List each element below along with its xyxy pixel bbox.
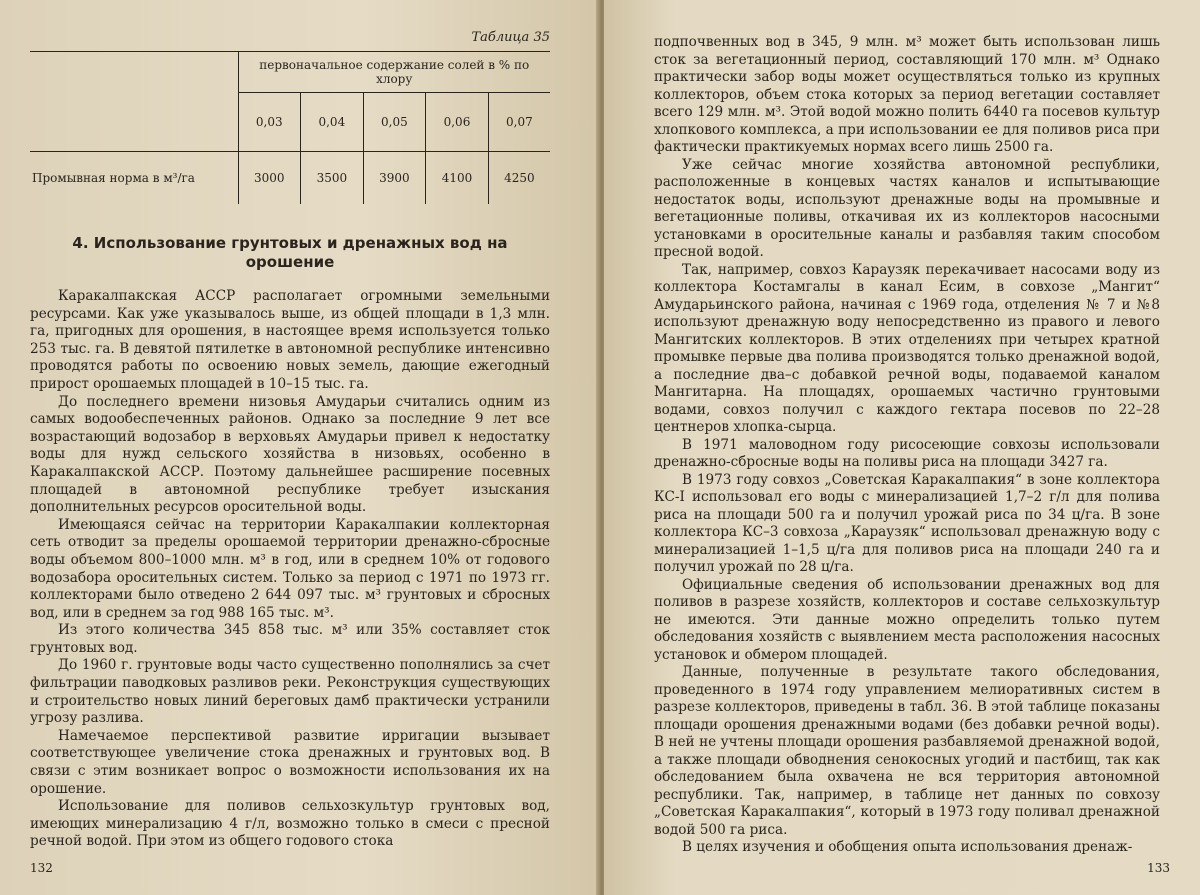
table-cell: 4100 xyxy=(426,152,489,205)
paragraph: Так, например, совхоз Караузяк перекачивает насосами воду из коллектора Костамгалы в канал Есим, в совхозе „Мангит“ Амударьинского района, начиная с 1969 года, отделения № 7 и №8 используют дренажную воду непосредственно из правого и левого Мангитских коллекторов. В этих отделениях при четырех кратной промывке первые два полива производятся только дренажной водой, а последние два–с добавкой речной воды, подаваемой каналом Мангитарна. На площадях, орошаемых частично грунтовыми водами, совхоз получил с каждого гектара посевов по 22–28 центнеров хлопка-сырца. xyxy=(654,261,1160,435)
table-cell: 4250 xyxy=(488,152,550,205)
table-cell: 3500 xyxy=(301,152,364,205)
paragraph: До 1960 г. грунтовые воды часто существенно пополнялись за счет фильтрации паводковых разливов реки. Реконструкция существующих и строительство новых линий береговых дамб практически устранили угрозу разлива. xyxy=(30,657,550,727)
paragraph: В 1973 году совхоз „Советская Каракалпакия“ в зоне коллектора КС-I использовал его воды с минерализацией 1,7–2 г/л для полива риса на площади 500 га и получил урожай риса по 34 ц/га. В зоне коллектора КС–3 совхоза „Караузяк“ использовал дренажную воду с минерализацией 1–1,5 ц/га для поливов риса на площади 240 га и получил урожай по 28 ц/га. xyxy=(654,471,1160,575)
table-col-header: 0,05 xyxy=(363,93,426,152)
paragraph: Имеющаяся сейчас на территории Каракалпакии коллекторная сеть отводит за пределы орошаемой территории дренажно-сбросные воды объемом 800–1000 млн. м³ в год, или в среднем 10% от годового водозабора оросительных систем. Только за период с 1971 по 1973 гг. коллекторами было отведено 2 644 097 тыс. м³ грунтовых и сбросных вод, или в среднем за год 988 165 тыс. м³. xyxy=(30,516,550,621)
paragraph: Использование для поливов сельхозкультур грунтовых вод, имеющих минерализацию 4 г/л, возможно только в смеси с пресной речной водой. При этом из общего годового стока xyxy=(30,798,550,850)
page-number: 133 xyxy=(1147,861,1170,875)
paragraph: До последнего времени низовья Амударьи считались одним из самых водообеспеченных районов. Однако за последние 9 лет все возрастающий водозабор в верховьях Амударьи привел к недостатку воды для нужд сельского хозяйства в низовьях, особенно в Каракалпакской АССР. Поэтому дальнейшее расширение посевных площадей в автономной республике требует изыскания дополнительных ресурсов оросительной воды. xyxy=(30,393,550,516)
paragraph: Намечаемое перспективой развитие ирригации вызывает соответствующее увеличение стока дренажных и грунтовых вод. В связи с этим возникает вопрос о возможности использования их на орошение. xyxy=(30,727,550,797)
paragraph: В 1971 маловодном году рисосеющие совхозы использовали дренажно-сбросные воды на поливы риса на площади 3427 га. xyxy=(654,436,1160,470)
paragraph: Официальные сведения об использовании дренажных вод для поливов в разрезе хозяйств, коллекторов и составе сельхозкультур не имеются. Эти данные можно определить только путем обследования хозяйств с выявлением места расположения насосных установок и обмером площадей. xyxy=(654,576,1160,663)
paragraph: В целях изучения и обобщения опыта использования дренаж- xyxy=(682,839,1133,855)
table-col-header: 0,07 xyxy=(488,93,550,152)
table-cell: 3000 xyxy=(238,152,301,205)
table-caption: Таблица 35 xyxy=(471,30,550,45)
table-col-header: 0,06 xyxy=(426,93,489,152)
paragraph: Из этого количества 345 858 тыс. м³ или 35% составляет сток грунтовых вод. xyxy=(30,622,550,656)
paragraph: Каракалпакская АССР располагает огромными земельными ресурсами. Как уже указывалось выше, из общей площади в 1,3 млн. га, пригодных для орошения, в настоящее время используется только 253 тыс. га. В девятой пятилетке в автономной республике интенсивно проводятся работы по освоению новых земель, дающие ежегодный прирост орошаемых площадей в 10–15 тыс. га. xyxy=(30,288,550,392)
paragraph: Данные, полученные в результате такого обследования, проведенного в 1974 году управлением мелиоративных систем в разрезе коллекторов, приведены в табл. 36. В этой таблице показаны площади орошения дренажными водами (без добавки речной воды). В ней не учтены площади орошения разбавляемой дренажной водой, а также площади обводнения сенокосных угодий и пастбищ, так как обследованием была охвачена не вся территория автономной республики. Так, например, в таблице нет данных по совхозу „Советская Каракалпакия“, который в 1973 году поливал дренажной водой 500 га риса. xyxy=(654,664,1160,838)
table-group-header: первоначальное содержание солей в % по хлору xyxy=(238,52,550,93)
page-number: 132 xyxy=(30,861,53,875)
paragraph: Уже сейчас многие хозяйства автономной республики, расположенные в концевых частях каналов и испытывающие недостаток воды, используют дренажные воды на промывные и вегетационные поливы, откачивая их из коллекторов насосными установками в оросительные каналы и разбавляя таким способом пресной водой. xyxy=(654,156,1160,260)
section-title: 4. Использование грунтовых и дренажных вод на орошение xyxy=(72,234,508,271)
paragraph-continuation: подпочвенных вод в 345, 9 млн. м³ может быть использован лишь сток за вегетационный период, составляющий 170 млн. м³ Однако практически забор воды может осуществляться только из крупных коллекторов, объем стока которых за период вегетации составляет всего 129 млн. м³. Этой водой можно полить 6440 га посевов культур хлопкового комплекса, а при использовании ее для поливов риса при фактически практикуемых нормах всего лишь 2500 га. xyxy=(654,34,1160,155)
table-col-header: 0,04 xyxy=(301,93,364,152)
table-col-header: 0,03 xyxy=(238,93,301,152)
table-row-label: Промывная норма в м³/га xyxy=(30,152,238,205)
table-cell: 3900 xyxy=(363,152,426,205)
salt-table xyxy=(30,51,550,204)
right-page xyxy=(604,0,1200,895)
